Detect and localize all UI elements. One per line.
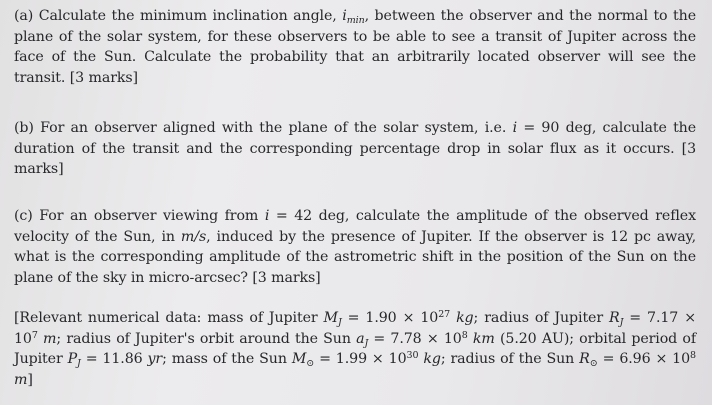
data-text: ; mass of the Sun bbox=[162, 351, 292, 368]
data-text: = 7.17 × 10 bbox=[14, 310, 696, 347]
unit-yr: yr bbox=[147, 351, 163, 368]
unit-kg: kg bbox=[456, 310, 474, 326]
data-text: = 1.90 × 10 bbox=[341, 310, 439, 326]
part-b-text-cont: = 90 deg, calculate the duration of the transit and the corresponding percentage drop in solar flux as it occurs. [3 marks] bbox=[14, 120, 697, 178]
exponent: 8 bbox=[461, 329, 468, 341]
exponent: 8 bbox=[690, 350, 696, 362]
unit-km: km bbox=[472, 330, 495, 347]
exponent: 7 bbox=[31, 329, 38, 341]
data-text: (5.20 AU); orbital period of Jupiter bbox=[14, 330, 696, 368]
sun-radius-symbol: $R_⊙$ bbox=[579, 351, 598, 370]
part-b-text: For an observer aligned with the plane of the solar system, i.e. bbox=[33, 120, 513, 136]
data-text: = 6.96 × 10 bbox=[597, 351, 691, 368]
part-c-text-end: , induced by the presence of Jupiter. If the observer is 12 pc away, what is the corresponding amplitude of the astrometric shift in the position of the Sun on the plane of the sky in micro-arcsec? [3 marks] bbox=[14, 228, 696, 286]
exponent: 27 bbox=[438, 309, 451, 320]
jupiter-period-symbol: $P_J$ bbox=[67, 351, 81, 370]
part-b-label: (b) bbox=[14, 120, 34, 136]
data-text: ; radius of Jupiter's orbit around the Sun bbox=[56, 330, 357, 347]
velocity-unit: m/s bbox=[180, 228, 207, 245]
inclination-symbol: $i_{min}$ bbox=[342, 8, 365, 26]
part-c-text: For an observer viewing from bbox=[32, 208, 265, 224]
inclination-symbol: i bbox=[512, 120, 518, 136]
question-part-c bbox=[14, 206, 696, 288]
part-c-label: (c) bbox=[14, 208, 33, 224]
data-text: = 11.86 bbox=[80, 351, 148, 368]
question-part-a bbox=[14, 6, 696, 88]
numerical-data-block bbox=[14, 308, 696, 390]
exponent: 30 bbox=[406, 350, 419, 362]
data-text: ; radius of the Sun bbox=[440, 351, 580, 368]
jupiter-radius-symbol: $R_J$ bbox=[609, 310, 624, 328]
inclination-symbol: i bbox=[264, 208, 270, 224]
data-text: = 7.78 × 10 bbox=[368, 330, 462, 347]
unit-m: m bbox=[14, 371, 28, 388]
part-a-label: (a) bbox=[14, 8, 34, 24]
data-text: ] bbox=[27, 371, 33, 388]
unit-m: m bbox=[43, 330, 57, 347]
jupiter-mass-symbol: $M_J$ bbox=[323, 310, 342, 328]
data-text: [Relevant numerical data: mass of Jupiter bbox=[14, 310, 324, 326]
question-part-b bbox=[14, 118, 696, 180]
sun-mass-symbol: $M_⊙$ bbox=[291, 351, 315, 370]
data-text: = 1.99 × 10 bbox=[314, 351, 407, 368]
data-text: ; radius of Jupiter bbox=[473, 310, 609, 326]
part-a-text: Calculate the minimum inclination angle, bbox=[33, 8, 343, 24]
jupiter-orbit-symbol: $a_J$ bbox=[356, 330, 369, 349]
part-a-text-cont: , between the observer and the normal to the plane of the solar system, for these observers to be able to see a transit of Jupiter across the face of the Sun. Calculate the probability that an arbitrarily located observer will see the transit. [3 marks] bbox=[14, 8, 696, 86]
part-c-text-cont: = 42 deg, calculate the amplitude of the observed reflex velocity of the Sun, in bbox=[14, 208, 696, 245]
unit-kg: kg bbox=[423, 351, 441, 368]
